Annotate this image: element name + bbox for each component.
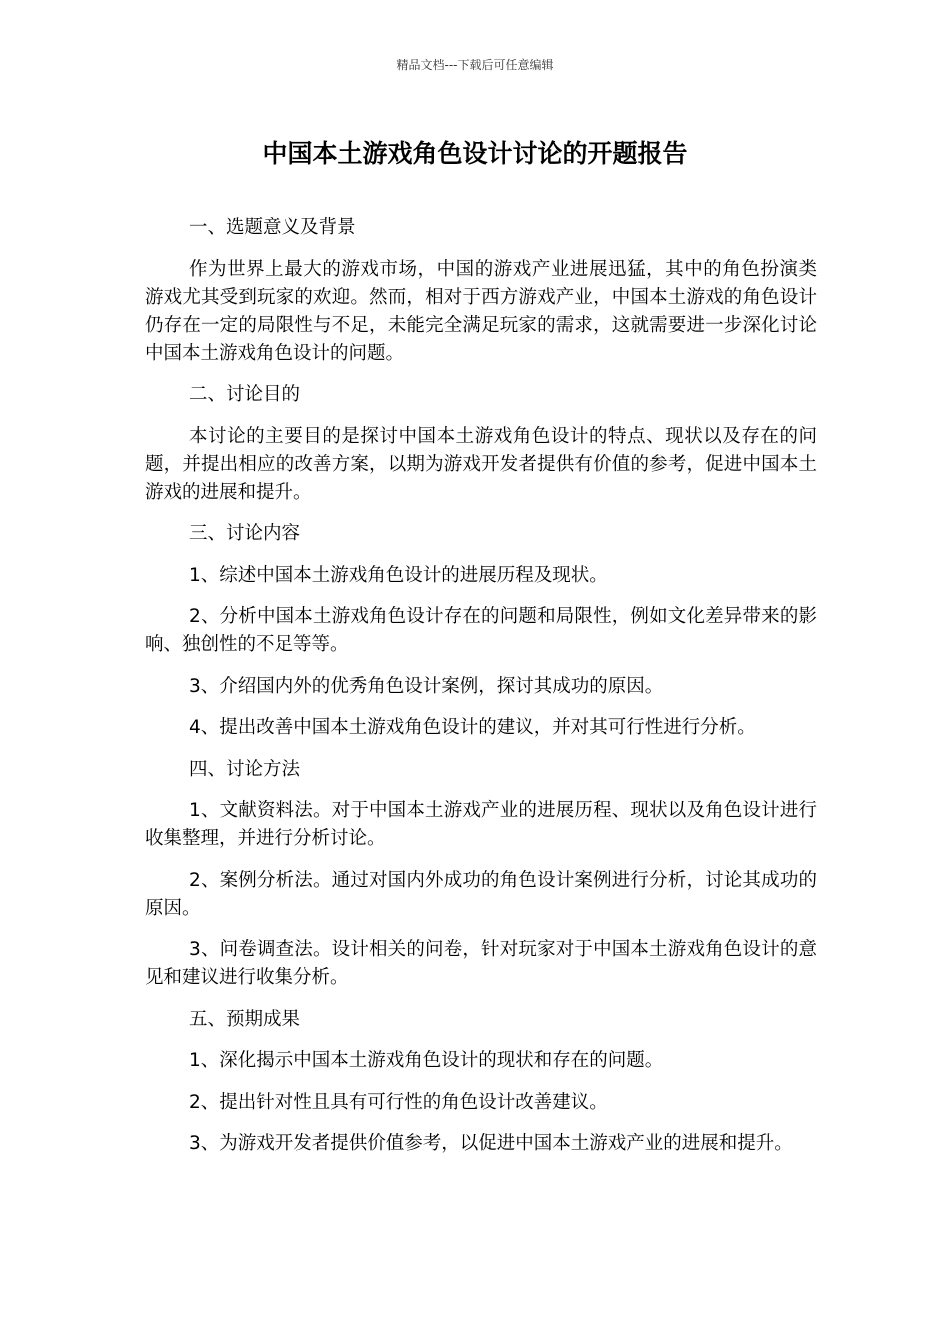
section-heading-purpose: 二、讨论目的 [189, 384, 301, 405]
outcome-item-1: 1、深化揭示中国本土游戏角色设计的现状和存在的问题。 [189, 1050, 664, 1071]
method-item-1: 1、文献资料法。对于中国本土游戏产业的进展历程、现状以及角色设计进行收集整理，并进行分析讨论。 [145, 800, 817, 849]
header-note: 精品文档---下载后可任意编辑 [396, 58, 554, 72]
method-item-3: 3、问卷调查法。设计相关的问卷，针对玩家对于中国本土游戏角色设计的意见和建议进行收集分析。 [145, 939, 817, 988]
content-item-3: 3、介绍国内外的优秀角色设计案例，探讨其成功的原因。 [189, 675, 664, 697]
section-heading-outcomes: 五、预期成果 [189, 1008, 301, 1030]
content-item-2: 2、分析中国本土游戏角色设计存在的问题和局限性，例如文化差异带来的影响、独创性的不足等等。 [145, 606, 817, 655]
document-title: 中国本土游戏角色设计讨论的开题报告 [262, 139, 688, 168]
content-item-1: 1、综述中国本土游戏角色设计的进展历程及现状。 [189, 564, 608, 586]
section-heading-methods: 四、讨论方法 [189, 758, 301, 780]
content-item-4: 4、提出改善中国本土游戏角色设计的建议，并对其可行性进行分析。 [189, 717, 756, 738]
method-item-2: 2、案例分析法。通过对国内外成功的角色设计案例进行分析，讨论其成功的原因。 [145, 869, 817, 919]
paragraph-purpose: 本讨论的主要目的是探讨中国本土游戏角色设计的特点、现状以及存在的问题，并提出相应的改善方案，以期为游戏开发者提供有价值的参考，促进中国本土游戏的进展和提升。 [145, 425, 817, 503]
paragraph-background: 作为世界上最大的游戏市场，中国的游戏产业进展迅猛，其中的角色扮演类游戏尤其受到玩家的欢迎。然而，相对于西方游戏产业，中国本土游戏的角色设计仍存在一定的局限性与不足，未能完全满足玩家的需求，这就需要进一步深化讨论中国本土游戏角色设计的问题。 [145, 258, 817, 364]
document-body [145, 214, 817, 1172]
section-heading-content: 三、讨论内容 [189, 523, 301, 544]
outcome-item-3: 3、为游戏开发者提供价值参考，以促进中国本土游戏产业的进展和提升。 [189, 1133, 793, 1154]
section-heading-background: 一、选题意义及背景 [189, 217, 356, 238]
outcome-item-2: 2、提出针对性且具有可行性的角色设计改善建议。 [189, 1091, 608, 1113]
